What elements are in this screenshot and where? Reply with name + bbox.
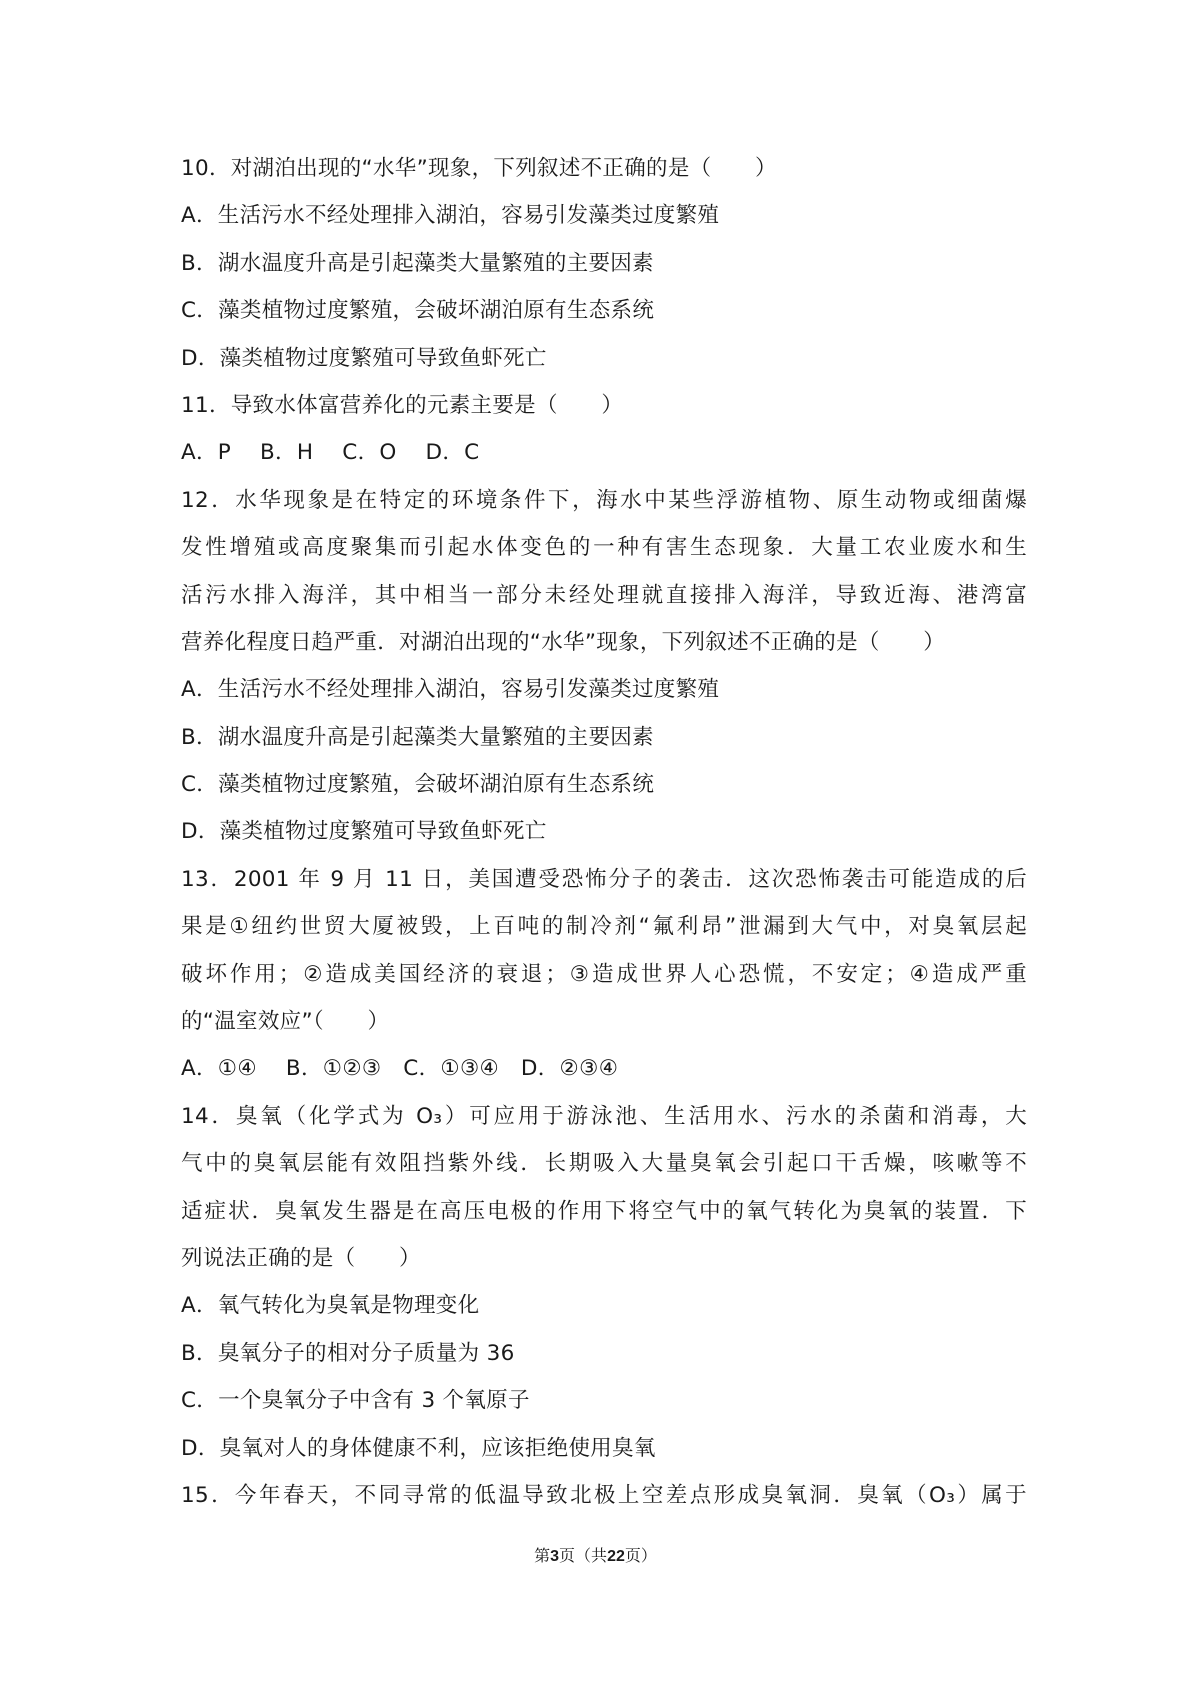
q11-options: A．P B．H C．O D．C bbox=[181, 440, 480, 466]
q12-option-a: A．生活污水不经处理排入湖泊，容易引发藻类过度繁殖 bbox=[181, 677, 720, 703]
footer-page-number: 3 bbox=[550, 1548, 560, 1565]
footer-total-pages: 22 bbox=[607, 1548, 625, 1565]
q12-stem-line-1: 12．水华现象是在特定的环境条件下，海水中某些浮游植物、原生动物或细菌爆 bbox=[181, 487, 1027, 513]
q13-stem-line-4: 的“温室效应”（ ） bbox=[181, 1009, 390, 1035]
q10-stem: 10．对湖泊出现的“水华”现象，下列叙述不正确的是（ ） bbox=[181, 156, 777, 181]
q14-stem-line-4: 列说法正确的是（ ） bbox=[181, 1245, 421, 1271]
q12-stem-line-2: 发性增殖或高度聚集而引起水体变色的一种有害生态现象．大量工农业废水和生 bbox=[181, 535, 1027, 561]
q10-option-a: A．生活污水不经处理排入湖泊，容易引发藻类过度繁殖 bbox=[181, 203, 720, 229]
q12-stem-line-4: 营养化程度日趋严重．对湖泊出现的“水华”现象，下列叙述不正确的是（ ） bbox=[181, 629, 946, 655]
q12-option-b: B．湖水温度升高是引起藻类大量繁殖的主要因素 bbox=[181, 724, 654, 750]
q10-option-c: C．藻类植物过度繁殖，会破坏湖泊原有生态系统 bbox=[181, 298, 655, 324]
q10-option-d: D．藻类植物过度繁殖可导致鱼虾死亡 bbox=[181, 345, 547, 371]
q12-option-d: D．藻类植物过度繁殖可导致鱼虾死亡 bbox=[181, 819, 547, 845]
page-footer bbox=[0, 1544, 1191, 1569]
q13-stem-line-1: 13．2001 年 9 月 11 日，美国遭受恐怖分子的袭击．这次恐怖袭击可能造成的后 bbox=[181, 866, 1027, 892]
footer-middle: 页（共 bbox=[559, 1546, 608, 1565]
footer-suffix: 页） bbox=[624, 1546, 657, 1565]
q12-stem-line-3: 活污水排入海洋，其中相当一部分未经处理就直接排入海洋，导致近海、港湾富 bbox=[181, 582, 1027, 608]
q13-options: A．①④ B．①②③ C．①③④ D．②③④ bbox=[181, 1056, 619, 1082]
q14-option-c: C．一个臭氧分子中含有 3 个氧原子 bbox=[181, 1388, 530, 1414]
q14-stem-line-2: 气中的臭氧层能有效阻挡紫外线．长期吸入大量臭氧会引起口干舌燥，咳嗽等不 bbox=[181, 1151, 1027, 1177]
page-body bbox=[181, 145, 1027, 1519]
q14-option-a: A．氧气转化为臭氧是物理变化 bbox=[181, 1293, 480, 1319]
q14-stem-line-1: 14．臭氧（化学式为 O₃）可应用于游泳池、生活用水、污水的杀菌和消毒，大 bbox=[181, 1103, 1027, 1129]
q12-option-c: C．藻类植物过度繁殖，会破坏湖泊原有生态系统 bbox=[181, 772, 655, 798]
q11-stem: 11．导致水体富营养化的元素主要是（ ） bbox=[181, 392, 624, 418]
q14-option-d: D．臭氧对人的身体健康不利，应该拒绝使用臭氧 bbox=[181, 1435, 656, 1461]
footer-prefix: 第 bbox=[534, 1546, 551, 1565]
q14-option-b: B．臭氧分子的相对分子质量为 36 bbox=[181, 1340, 515, 1366]
q15-stem-line-1: 15．今年春天，不同寻常的低温导致北极上空差点形成臭氧洞．臭氧（O₃）属于 bbox=[181, 1482, 1027, 1508]
q13-stem-line-3: 破坏作用；②造成美国经济的衰退；③造成世界人心恐慌，不安定；④造成严重 bbox=[181, 961, 1027, 987]
q13-stem-line-2: 果是①纽约世贸大厦被毁，上百吨的制冷剂“氟利昂”泄漏到大气中，对臭氧层起 bbox=[181, 914, 1027, 940]
q14-stem-line-3: 适症状．臭氧发生器是在高压电极的作用下将空气中的氧气转化为臭氧的装置．下 bbox=[181, 1198, 1027, 1224]
q10-option-b: B．湖水温度升高是引起藻类大量繁殖的主要因素 bbox=[181, 250, 654, 276]
